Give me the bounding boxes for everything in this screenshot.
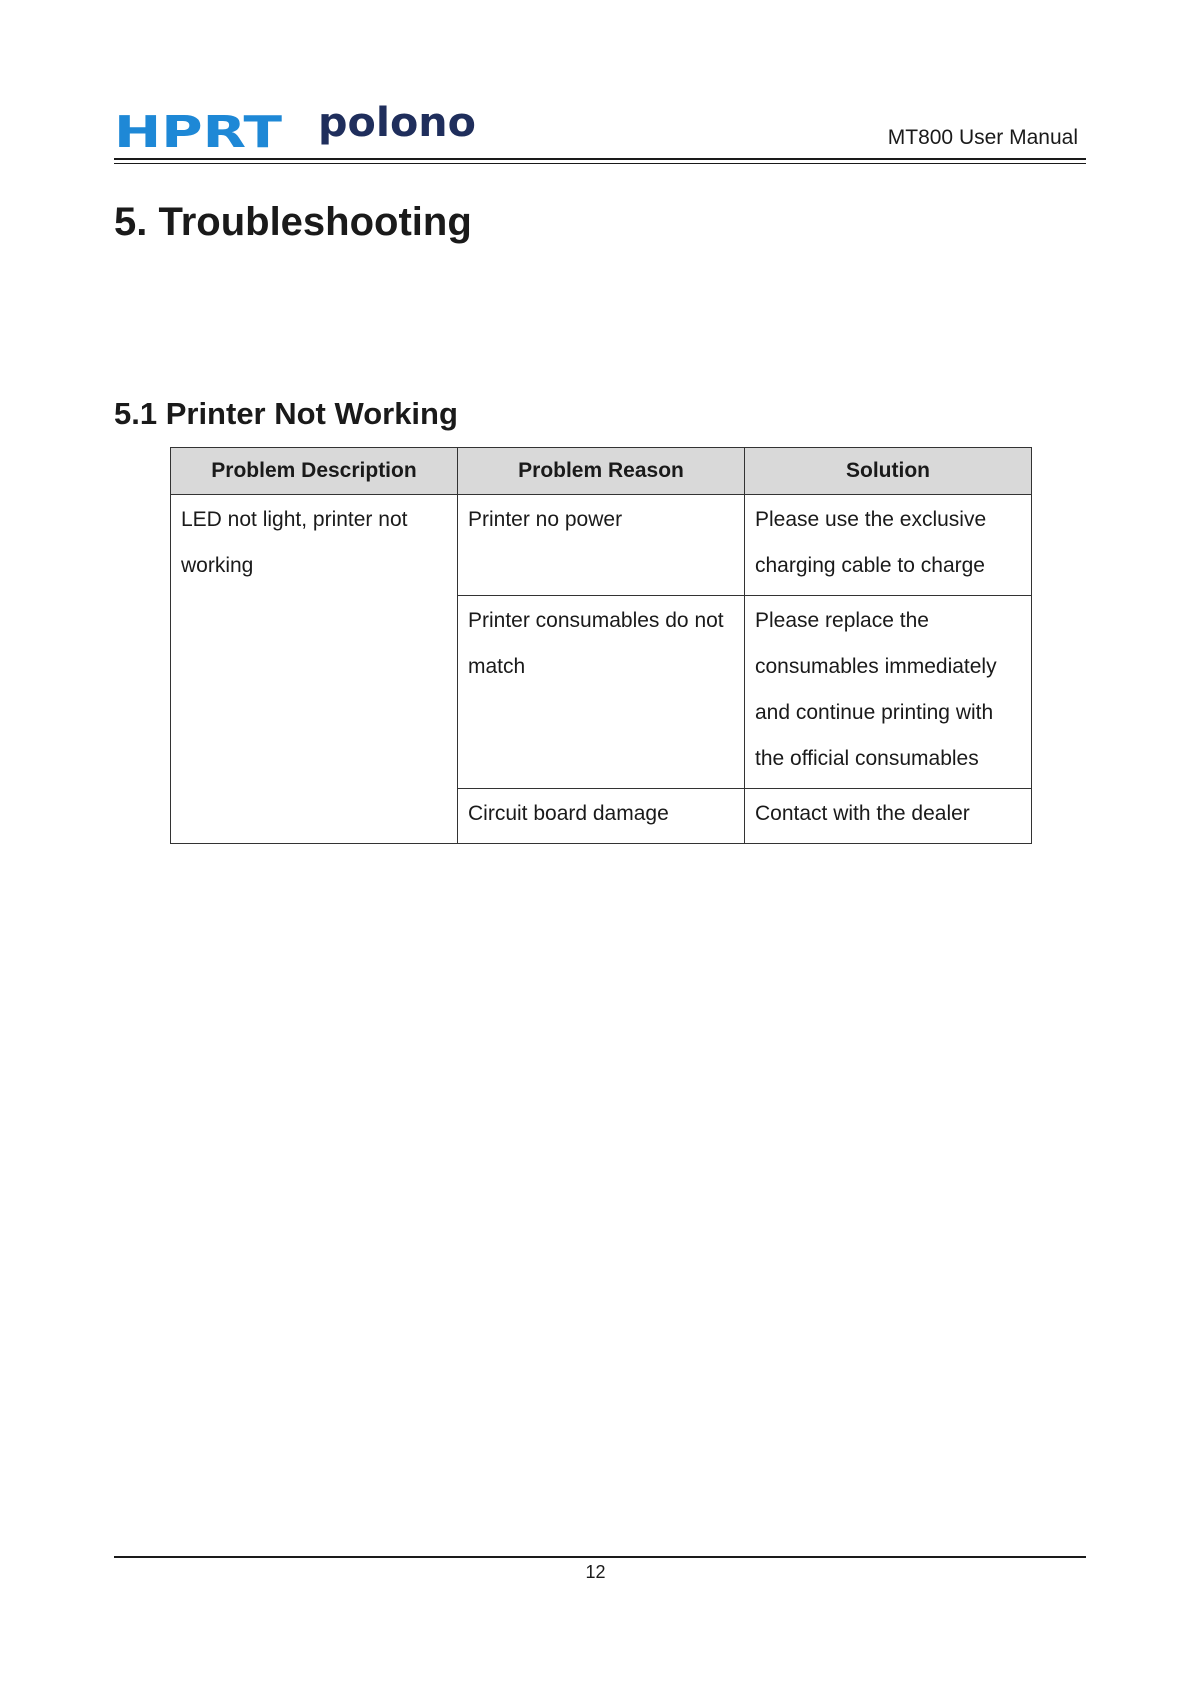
problem-reason-text: Printer no power [468, 508, 623, 531]
solution-cell [745, 495, 1032, 596]
troubleshooting-table [170, 447, 1032, 844]
header-divider [114, 158, 1086, 160]
solution-text: Please use the exclusive charging cable to charge [755, 508, 987, 577]
problem-description-text: LED not light, printer not working [181, 508, 408, 577]
section-title: 5. Troubleshooting [114, 200, 472, 244]
header-problem-reason: Problem Reason [458, 448, 745, 495]
solution-cell [745, 596, 1032, 789]
header-divider-thin [114, 163, 1086, 164]
footer-divider [114, 1556, 1086, 1558]
problem-reason-cell [458, 789, 745, 844]
svg-text:HPRT: HPRT [114, 114, 282, 150]
problem-description-cell [171, 495, 458, 844]
svg-text:polono: polono [318, 104, 476, 146]
page-header [114, 96, 1086, 152]
problem-reason-cell [458, 495, 745, 596]
header-problem-description: Problem Description [171, 448, 458, 495]
solution-text: Please replace the consumables immediately and continue printing with the official consumables [755, 609, 997, 770]
document-title: MT800 User Manual [887, 126, 1078, 149]
solution-text: Contact with the dealer [755, 802, 970, 825]
hprt-logo [114, 114, 284, 150]
subsection-title: 5.1 Printer Not Working [114, 396, 458, 431]
problem-reason-text: Circuit board damage [468, 802, 669, 825]
solution-cell [745, 789, 1032, 844]
problem-reason-text: Printer consumables do not match [468, 609, 724, 678]
problem-reason-cell [458, 596, 745, 789]
polono-logo [318, 104, 478, 150]
table-row [171, 495, 1032, 596]
table-header-row [171, 448, 1032, 495]
page-number: 12 [585, 1562, 606, 1582]
header-solution: Solution [745, 448, 1032, 495]
